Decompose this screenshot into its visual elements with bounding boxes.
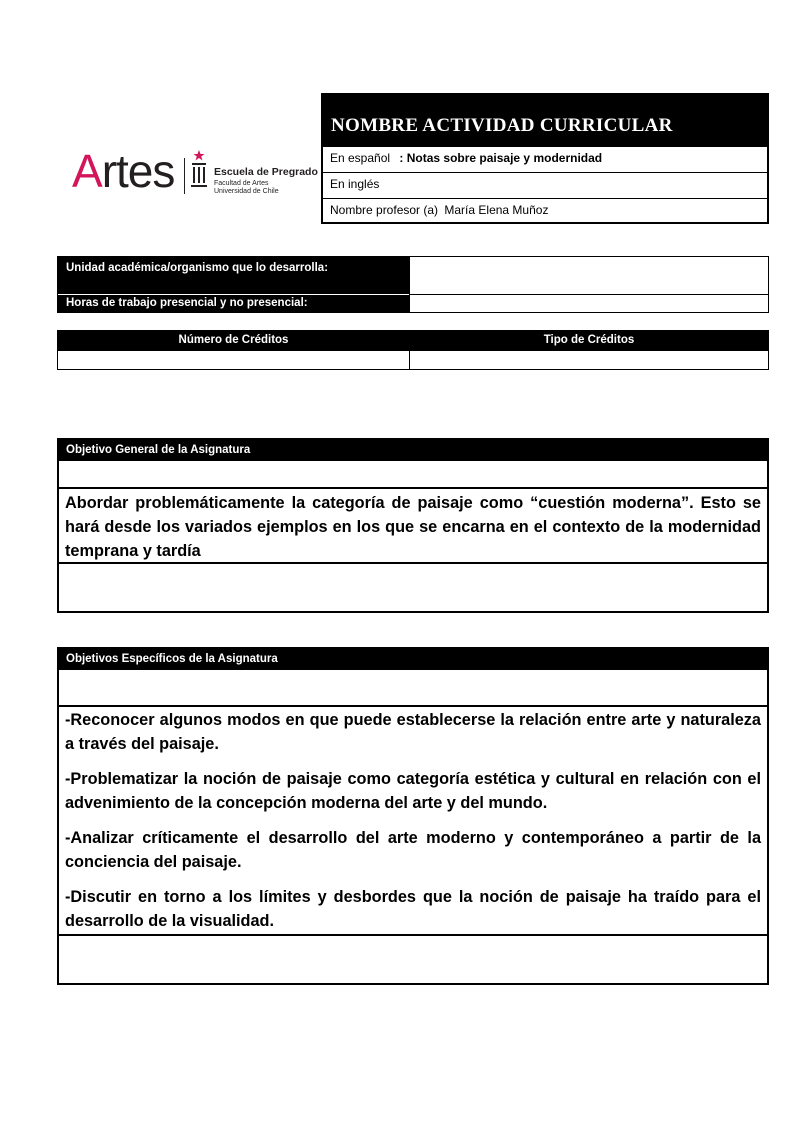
english-name-row [323, 172, 767, 198]
section-divider [59, 705, 767, 707]
objetivos-especificos-section [57, 647, 769, 985]
list-item: -Problematizar la noción de paisaje como categoría estética y cultural en relación con el advenimiento de la concepción moderna del arte y del mundo. [65, 770, 761, 812]
logo-university: Universidad de Chile [214, 188, 279, 195]
spanish-name-row [323, 146, 767, 172]
artes-logo [72, 140, 317, 202]
activity-title: NOMBRE ACTIVIDAD CURRICULAR [323, 95, 767, 146]
spanish-value: : Notas sobre paisaje y modernidad [399, 151, 603, 165]
list-item: -Analizar críticamente el desarrollo del arte moderno y contemporáneo a partir de la conciencia del paisaje. [65, 829, 761, 871]
logo-wordmark: Artes [72, 145, 175, 197]
list-item: -Reconocer algunos modos en que puede establecerse la relación entre arte y naturaleza a través del paisaje. [65, 711, 761, 753]
section-divider [59, 487, 767, 489]
english-label: En inglés [330, 177, 380, 191]
creditos-header-row [58, 331, 768, 351]
section-divider [59, 562, 767, 564]
objetivo-general-section [57, 438, 769, 613]
unidad-label: Unidad académica/organismo que lo desarrolla: [58, 257, 409, 294]
spanish-label: En español [330, 151, 391, 165]
table-divider [409, 294, 768, 295]
objetivos-especificos-header: Objetivos Específicos de la Asignatura [59, 649, 767, 670]
table-divider [409, 351, 410, 370]
creditos-table [57, 330, 769, 370]
tipo-creditos-header: Tipo de Créditos [543, 334, 635, 346]
table-divider [409, 257, 410, 312]
logo-school-name: Escuela de Pregrado [214, 166, 318, 178]
horas-label: Horas de trabajo presencial y no presencial: [58, 295, 409, 313]
logo-faculty: Facultad de Artes [214, 180, 269, 187]
professor-row [323, 198, 767, 224]
professor-label: Nombre profesor (a) [330, 203, 439, 217]
numero-creditos-header: Número de Créditos [178, 334, 289, 346]
objetivo-general-text: Abordar problemáticamente la categoría de paisaje como “cuestión moderna”. Esto se hará desde los variados ejemplos en los que se encarna en el contexto de la modernidad temprana y tardía [65, 494, 761, 560]
list-item: -Discutir en torno a los límites y desbordes que la noción de paisaje ha traído para el desarrollo de la visualidad. [65, 888, 761, 930]
section-divider [59, 934, 767, 936]
university-seal-icon [188, 150, 210, 194]
unidad-table [57, 256, 769, 313]
activity-header-box [321, 93, 769, 224]
objetivo-general-header: Objetivo General de la Asignatura [59, 440, 767, 461]
objetivos-especificos-list [65, 708, 761, 944]
professor-name: María Elena Muñoz [444, 203, 549, 217]
logo-divider [184, 158, 185, 194]
